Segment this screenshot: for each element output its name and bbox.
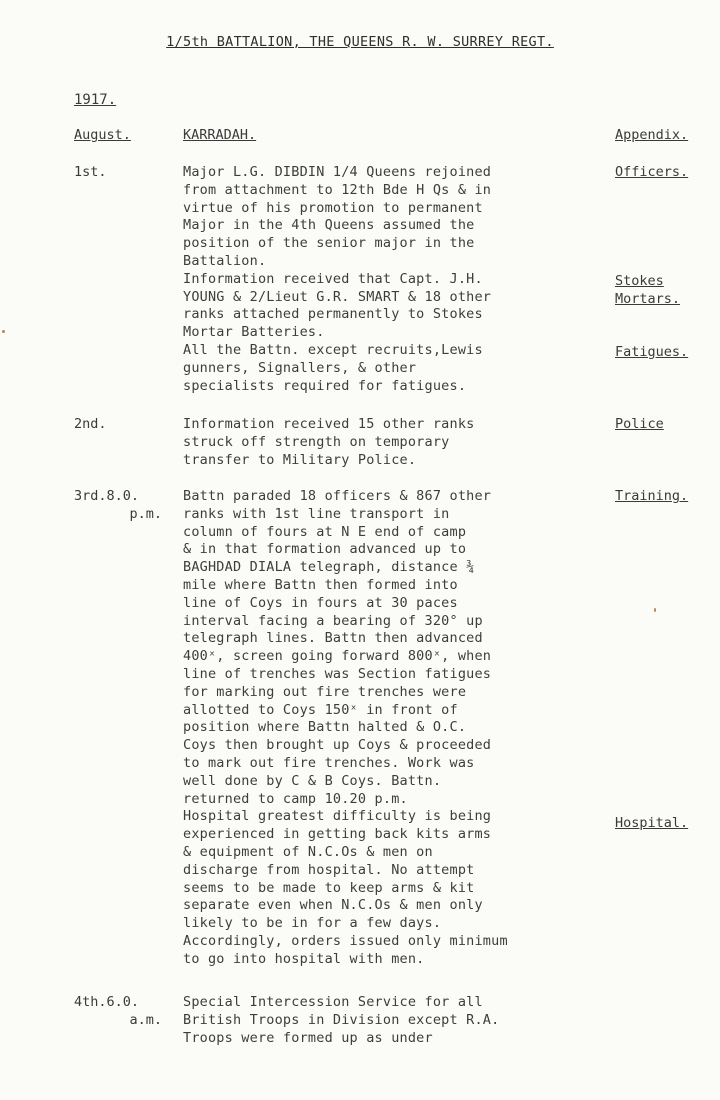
appendix-note: Officers. [615,164,689,180]
entry-date: 4th.6.0. a.m. [74,994,162,1028]
paper-speck [2,330,5,333]
place-column-heading: KARRADAH. [183,127,257,143]
appendix-note: Stokes Mortars. [615,273,681,307]
month-column-heading: August. [74,127,131,143]
paper-speck [654,608,656,612]
entry-text: Major L.G. DIBDIN 1/4 Queens rejoined from attachment to 12th Bde H Qs & in virtue of his promotion to permanent Major in the 4th Queens assumed the position of the senior major in the Battalion. Information received that Capt. J.H. YOUNG & 2/Lieut G.R. SMART & 18 other ranks attached permanently to Stokes Mortar Batteries. All the Battn. except recruits,Lewis gunners, Signallers, & other specialists required for fatigues. [183,164,492,394]
appendix-note: Police [615,416,664,432]
appendix-note: Hospital. [615,815,689,831]
entry-text: Information received 15 other ranks struck off strength on temporary transfer to Military Police. [183,416,475,468]
appendix-note: Fatigues. [615,344,689,360]
year-heading: 1917. [74,92,117,108]
page-title: 1/5th BATTALION, THE QUEENS R. W. SURREY REGT. [166,34,554,50]
appendix-note: Training. [615,488,689,504]
entry-date: 3rd.8.0. p.m. [74,488,162,522]
appendix-column-heading: Appendix. [615,127,689,143]
entry-text: Battn paraded 18 officers & 867 other ranks with 1st line transport in column of fours at N E end of camp & in that formation advanced up to BAGHDAD DIALA telegraph, distance ¾ mile where Battn then formed into line of Coys in fours at 30 paces interval facing a bearing of 320° up telegraph lines. Battn then advanced 400ˣ, screen going forward 800ˣ, when line of trenches was Section fatigues for marking out fire trenches were allotted to Coys 150ˣ in front of position where Battn halted & O.C. Coys then brought up Coys & proceeded to mark out fire trenches. Work was well done by C & B Coys. Battn. returned to camp 10.20 p.m. Hospital greatest difficulty is being experienced in getting back kits arms & equipment of N.C.Os & men on discharge from hospital. No attempt seems to be made to keep arms & kit separate even when N.C.Os & men only likely to be in for a few days. Accordingly, orders issued only minimum to go into hospital with men. [183,488,508,967]
entry-date: 2nd. [74,416,107,432]
entry-text: Special Intercession Service for all British Troops in Division except R.A. Troops were formed up as under [183,994,500,1046]
entry-date: 1st. [74,164,107,180]
